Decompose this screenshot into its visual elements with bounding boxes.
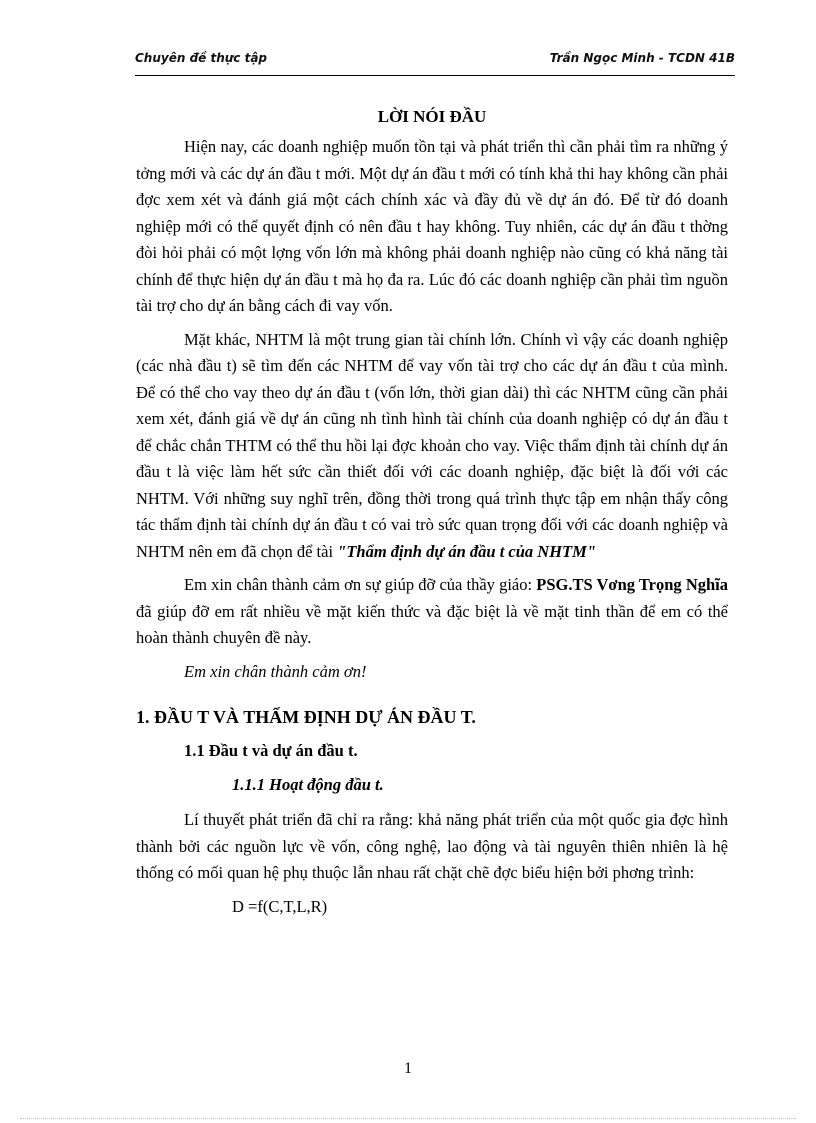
header-rule <box>135 75 735 76</box>
thanks-paragraph <box>136 572 728 652</box>
closing-line: Em xin chân thành cảm ơn! <box>184 661 367 681</box>
thanks-before: Em xin chân thành cảm ơn sự giúp đỡ của thầy giáo: <box>184 575 537 594</box>
thanks-after: đã giúp đỡ em rất nhiều về mặt kiến thức và đặc biệt là về mặt tinh thần để em có thể hoàn thành chuyên đề này. <box>136 601 728 647</box>
supervisor-name: PSG.TS Vơng Trọng Nghĩa <box>536 575 728 594</box>
section-heading-1: 1. ĐẦU T VÀ THẨM ĐỊNH DỰ ÁN ĐẦU T. <box>136 707 476 727</box>
section-heading-1-1-1: 1.1.1 Hoạt động đầu t. <box>232 775 384 794</box>
header-right-text: Trần Ngọc Minh - TCDN 41B <box>549 51 735 65</box>
topic-title: "Thẩm định dự án đầu t của NHTM" <box>337 541 596 561</box>
document-body <box>136 104 728 920</box>
intro-paragraph-2-text: Mặt khác, NHTM là một trung gian tài chính lớn. Chính vì vậy các doanh nghiệp (các nhà đầu t) sẽ tìm đến các NHTM để vay vốn tài trợ cho các dự án đầu t của mình. Để có thể cho vay theo dự án đầu t (vốn lớn, thời gian dài) thì các NHTM cũng cần phải xem xét, đánh giá về dự án cũng nh tình hình tài chính của doanh nghiệp có dự án đầu t để chắc chắn THTM có thể thu hồi lại đợc khoản cho vay. Việc thẩm định tài chính dự án đầu t là việc làm hết sức cần thiết đối với các doanh nghiệp, đặc biệt là đối với các NHTM. Với những suy nghĩ trên, đồng thời trong quá trình thực tập em nhận thấy công tác thẩm định tài chính dự án đầu t có vai trò sức quan trọng đối với các doanh nghiệp và NHTM nên em đã chọn để tài <box>136 329 728 561</box>
document-title: LỜI NÓI ĐẦU <box>377 107 487 126</box>
section-heading-1-1: 1.1 Đầu t và dự án đầu t. <box>184 741 358 760</box>
footer-dotted-line <box>20 1118 796 1119</box>
page-number: 1 <box>404 1060 412 1077</box>
formula: D =f(C,T,L,R) <box>232 896 328 916</box>
intro-paragraph-2 <box>136 327 728 566</box>
page-header <box>135 47 735 69</box>
theory-paragraph: Lí thuyết phát triển đã chỉ ra rằng: khả năng phát triển của một quốc gia đợc hình thành bởi các nguồn lực về vốn, công nghệ, lao động và tài nguyên thiên nhiên là hệ thống có mối quan hệ phụ thuộc lẫn nhau rất chặt chẽ đợc biểu hiện bởi phơng trình: <box>136 810 728 882</box>
header-left-text: Chuyên đề thực tập <box>135 51 268 65</box>
intro-paragraph-1: Hiện nay, các doanh nghiệp muốn tồn tại và phát triển thì cần phải tìm ra những ý tởng mới và các dự án đầu t mới. Một dự án đầu t mới có tính khả thi hay không cần phải đợc xem xét và đánh giá một cách chính xác và đầy đủ về dự án đó. Để từ đó doanh nghiệp mới có thể quyết định có nên đầu t hay không. Tuy nhiên, các dự án đầu t thờng đòi hỏi phải có một lợng vốn lớn mà không phải doanh nghiệp nào cũng có khả năng tài chính để thực hiện dự án đầu t mà họ đa ra. Lúc đó các doanh nghiệp cần phải tìm nguồn tài trợ cho dự án bằng cách đi vay vốn. <box>136 137 728 315</box>
